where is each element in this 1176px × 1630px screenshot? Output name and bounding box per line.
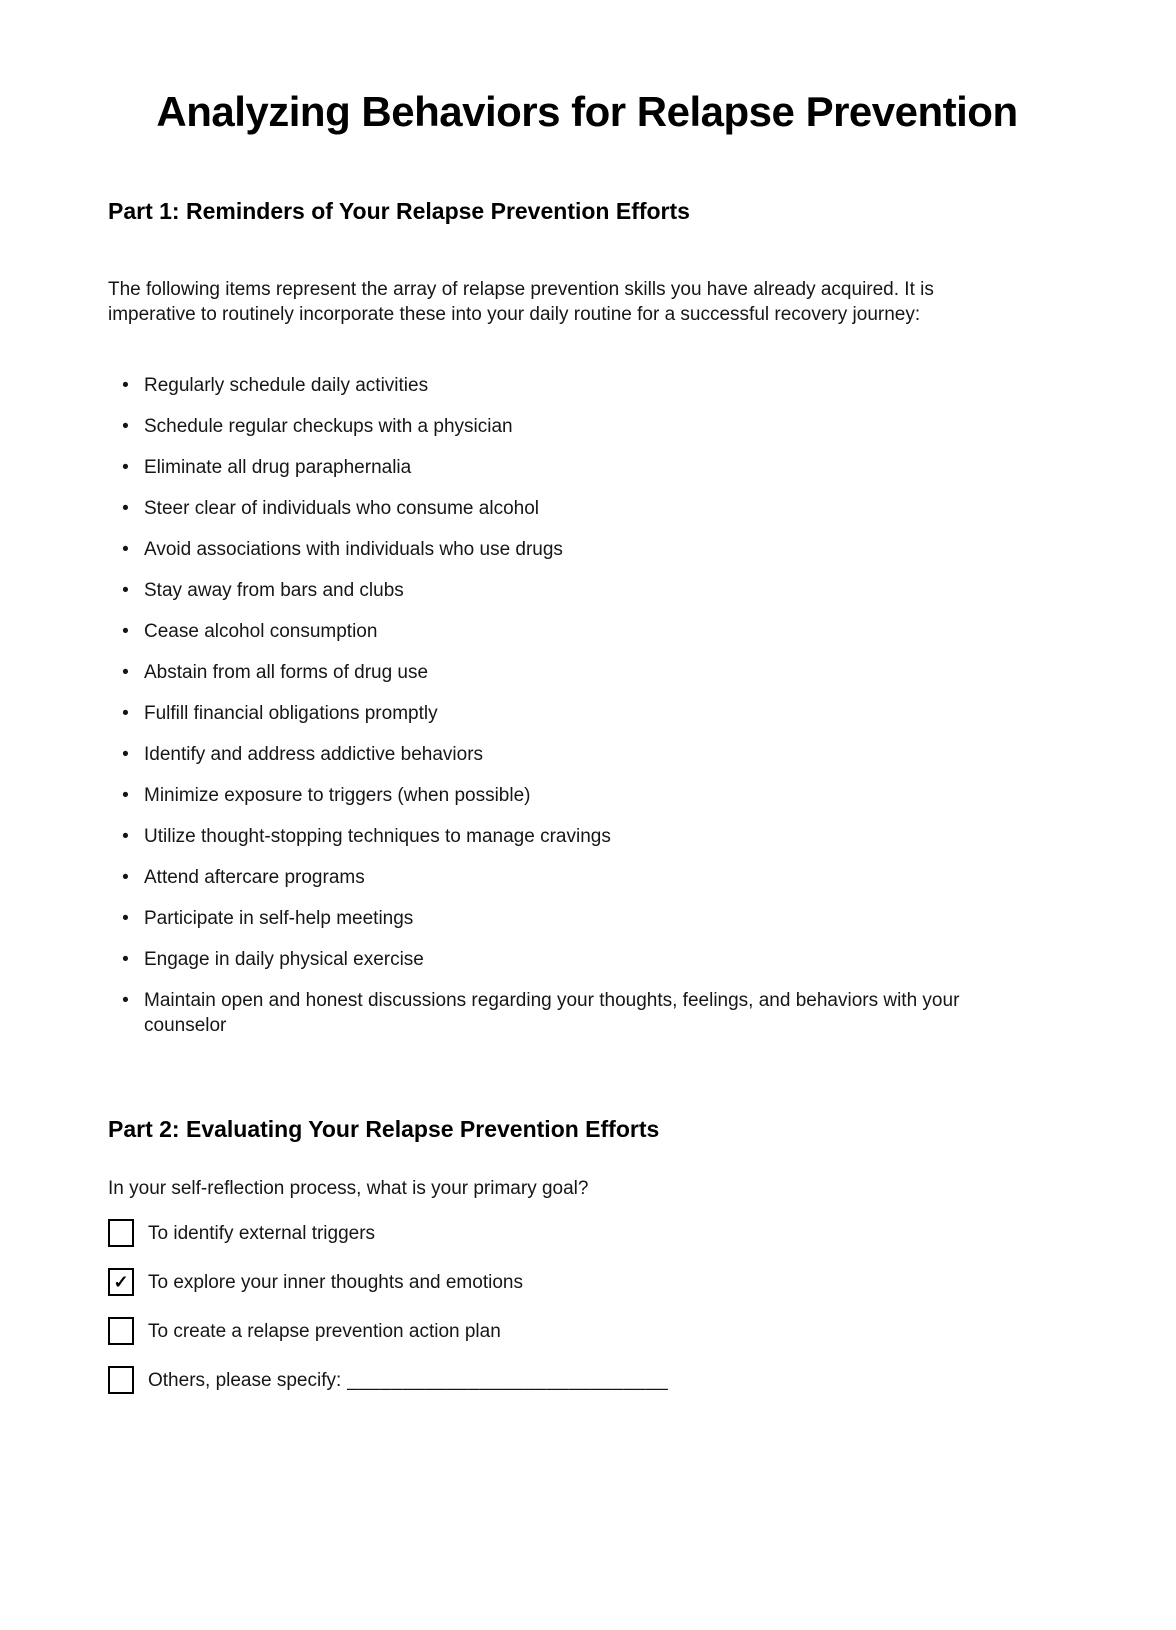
bullet-icon: •: [122, 539, 129, 560]
list-item: [108, 455, 1018, 480]
list-item: [108, 619, 1018, 644]
checkbox[interactable]: [108, 1317, 134, 1345]
bullet-icon: •: [122, 416, 129, 437]
page-title: Analyzing Behaviors for Relapse Prevention: [156, 88, 1018, 135]
checkbox-option[interactable]: [108, 1317, 1066, 1345]
checkbox-label: Others, please specify:: [148, 1369, 342, 1391]
skills-list: [108, 373, 1018, 1038]
bullet-icon: •: [122, 867, 129, 888]
list-item-label: Regularly schedule daily activities: [144, 375, 429, 396]
part1-section: [108, 198, 1066, 1038]
list-item: [108, 701, 1018, 726]
list-item-label: Fulfill financial obligations promptly: [144, 703, 438, 724]
bullet-icon: •: [122, 457, 129, 478]
list-item-label: Utilize thought-stopping techniques to manage cravings: [144, 826, 611, 847]
checkbox-label: To create a relapse prevention action plan: [148, 1320, 501, 1342]
list-item: [108, 988, 1018, 1038]
bullet-icon: •: [122, 826, 129, 847]
checkbox-label: To identify external triggers: [148, 1222, 376, 1244]
checkbox-option[interactable]: [108, 1219, 1066, 1247]
list-item-label: Abstain from all forms of drug use: [144, 662, 429, 683]
list-item: [108, 373, 1018, 398]
list-item-label: Steer clear of individuals who consume alcohol: [144, 498, 539, 519]
list-item-label: Minimize exposure to triggers (when possible): [144, 785, 531, 806]
list-item: [108, 537, 1018, 562]
list-item-label: Cease alcohol consumption: [144, 621, 378, 642]
bullet-icon: •: [122, 990, 129, 1011]
list-item: [108, 414, 1018, 439]
options-list: [108, 1219, 1066, 1394]
part1-heading: Part 1: Reminders of Your Relapse Prevention Efforts: [108, 198, 690, 224]
list-item: [108, 742, 1018, 767]
list-item-label: Avoid associations with individuals who use drugs: [144, 539, 563, 560]
list-item: [108, 496, 1018, 521]
list-item: [108, 906, 1018, 931]
list-item-label: Attend aftercare programs: [144, 867, 365, 888]
bullet-icon: •: [122, 580, 129, 601]
list-item: [108, 660, 1018, 685]
bullet-icon: •: [122, 744, 129, 765]
list-item: [108, 865, 1018, 890]
bullet-icon: •: [122, 662, 129, 683]
list-item-label: Engage in daily physical exercise: [144, 949, 424, 970]
part1-intro: The following items represent the array of relapse prevention skills you have already acquired. It is imperative to routinely incorporate these into your daily routine for a successful recovery journey:: [108, 279, 934, 325]
list-item: [108, 578, 1018, 603]
checkbox[interactable]: [108, 1366, 134, 1394]
checkbox-label: To explore your inner thoughts and emotions: [148, 1271, 523, 1293]
part2-heading: Part 2: Evaluating Your Relapse Prevention Efforts: [108, 1116, 660, 1142]
bullet-icon: •: [122, 949, 129, 970]
list-item-label: Identify and address addictive behaviors: [144, 744, 484, 765]
bullet-icon: •: [122, 621, 129, 642]
list-item: [108, 824, 1018, 849]
bullet-icon: •: [122, 498, 129, 519]
list-item-label: Participate in self-help meetings: [144, 908, 414, 929]
bullet-icon: •: [122, 375, 129, 396]
specify-blank-line[interactable]: _____________________________: [347, 1369, 669, 1391]
part2-section: [108, 1116, 1066, 1394]
list-item-label: Stay away from bars and clubs: [144, 580, 404, 601]
list-item: [108, 783, 1018, 808]
checkbox-option[interactable]: [108, 1268, 1066, 1296]
checkbox[interactable]: [108, 1219, 134, 1247]
checkbox[interactable]: ✓: [108, 1268, 134, 1296]
checkbox-option[interactable]: [108, 1366, 1066, 1394]
bullet-icon: •: [122, 703, 129, 724]
list-item: [108, 947, 1018, 972]
list-item-label: Maintain open and honest discussions regarding your thoughts, feelings, and behaviors with your counselor: [144, 990, 960, 1036]
bullet-icon: •: [122, 785, 129, 806]
list-item-label: Schedule regular checkups with a physician: [144, 416, 513, 437]
list-item-label: Eliminate all drug paraphernalia: [144, 457, 412, 478]
bullet-icon: •: [122, 908, 129, 929]
question-text: In your self-reflection process, what is your primary goal?: [108, 1178, 589, 1199]
